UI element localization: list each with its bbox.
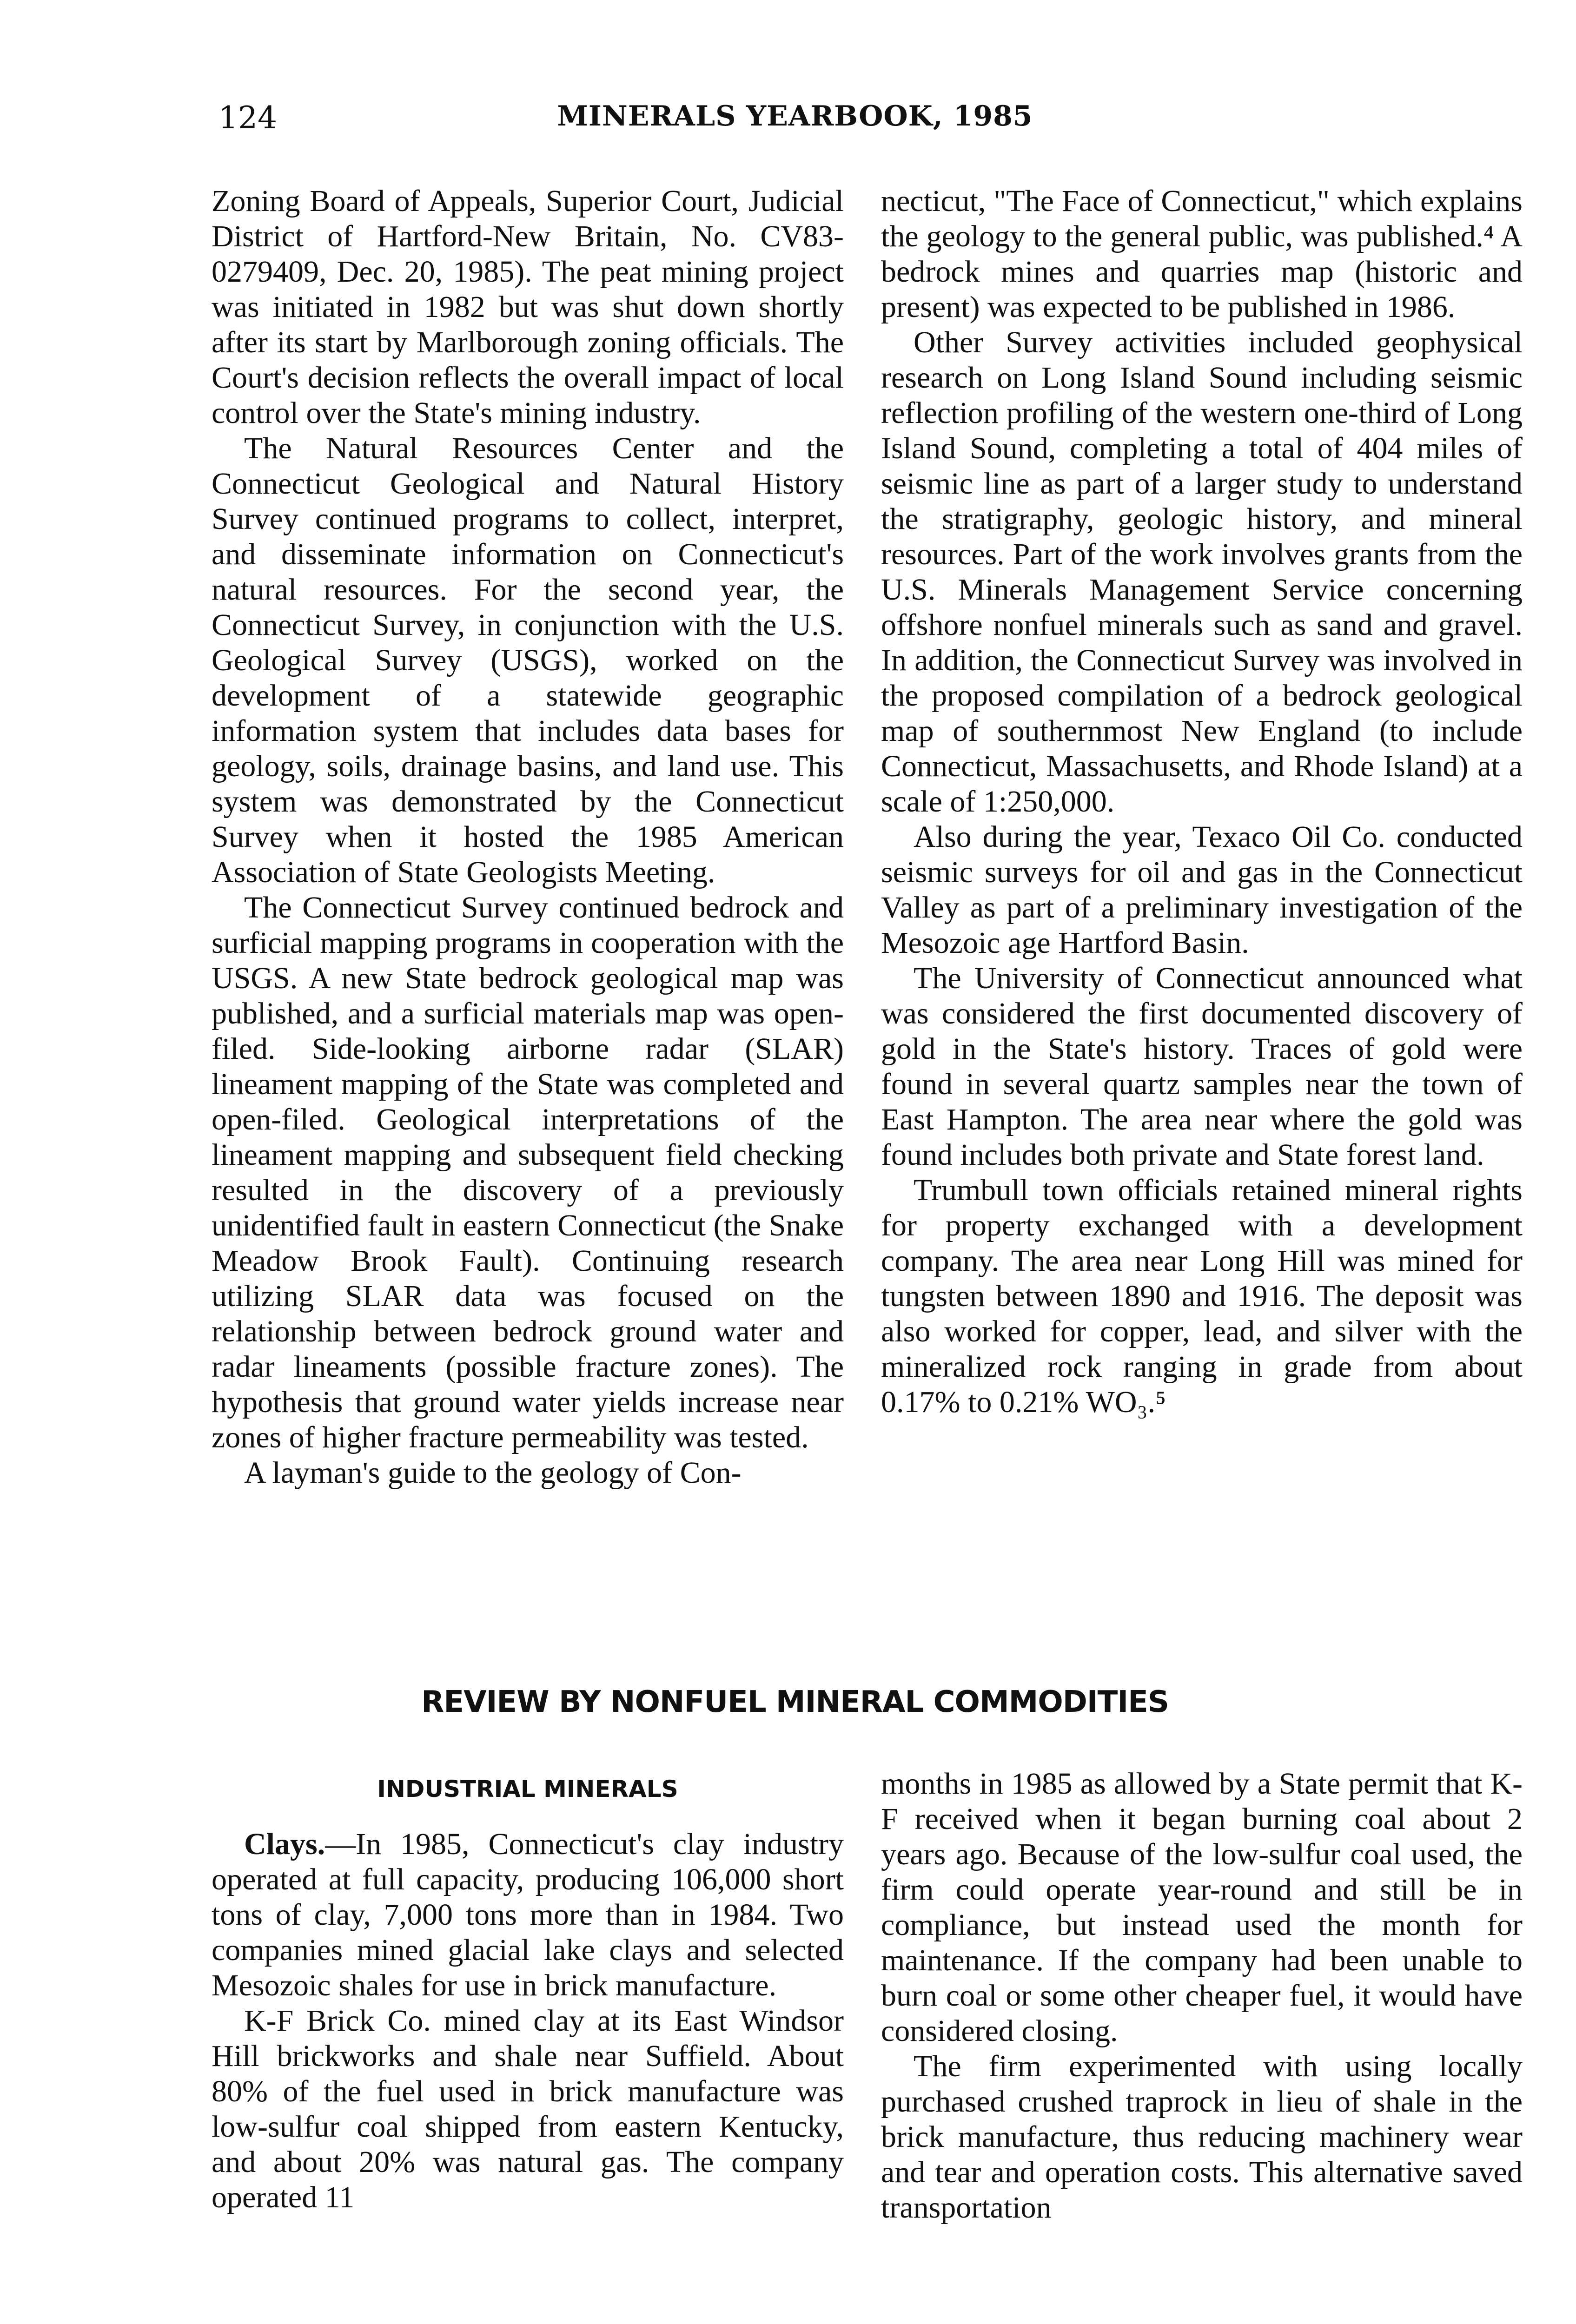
section-heading: REVIEW BY NONFUEL MINERAL COMMODITIES — [421, 1685, 1169, 1719]
running-title: MINERALS YEARBOOK, 1985 — [557, 100, 1033, 132]
upper-right-column — [881, 184, 1523, 1420]
paragraph: K-F Brick Co. mined clay at its East Windsor Hill brickworks and shale near Suffield. About 80% of the fuel used in brick manufacture was low-sulfur coal shipped from eastern Kentucky, and about 20% was natural gas. The company operated 11 — [212, 2004, 844, 2214]
paragraph: months in 1985 as allowed by a State permit that K-F received when it began burning coal about 2 years ago. Because of the low-sulfur coal used, the firm could operate year-round and still be in compliance, but instead used the month for maintenance. If the company had been unable to burn coal or some other cheaper fuel, it would have considered closing. — [881, 1767, 1523, 2048]
paragraph: necticut, "The Face of Connecticut," which explains the geology to the general public, was published.⁴ A bedrock mines and quarries map (historic and present) was expected to be published in 1986. — [881, 184, 1523, 324]
paragraph: Other Survey activities included geophysical research on Long Island Sound including seismic reflection profiling of the western one-third of Long Island Sound, completing a total of 404 miles of seismic line as part of a larger study to understand the stratigraphy, geologic history, and mineral resources. Part of the work involves grants from the U.S. Minerals Management Service concerning offshore nonfuel minerals such as sand and gravel. In addition, the Connecticut Survey was involved in the proposed compilation of a bedrock geological map of southernmost New England (to include Connecticut, Massachusetts, and Rhode Island) at a scale of 1:250,000. — [881, 325, 1523, 819]
paragraph: The University of Connecticut announced what was considered the first documented discovery of gold in the State's history. Traces of gold were found in several quartz samples near the town of East Hampton. The area near where the gold was found includes both private and State forest land. — [881, 961, 1523, 1172]
paragraph: The firm experimented with using locally purchased crushed traprock in lieu of shale in the brick manufacture, thus reducing machinery wear and tear and operation costs. This alternative saved transportation — [881, 2049, 1523, 2225]
paragraph: Also during the year, Texaco Oil Co. conducted seismic surveys for oil and gas in the Connecticut Valley as part of a preliminary investigation of the Mesozoic age Hartford Basin. — [881, 820, 1523, 960]
clays-runin-heading: Clays. — [244, 1827, 325, 1861]
clays-text: —In 1985, Connecticut's clay industry operated at full capacity, producing 106,000 short tons of clay, 7,000 tons more than in 1984. Two companies mined glacial lake clays and selected Mesozoic shales for use in brick manufacture. — [212, 1827, 844, 2002]
subsection-heading: INDUSTRIAL MINERALS — [377, 1776, 678, 1802]
upper-left-column — [212, 184, 844, 1491]
page-header — [219, 100, 1371, 142]
paragraph: Zoning Board of Appeals, Superior Court, Judicial District of Hartford-New Britain, No. CV83-0279409, Dec. 20, 1985). The peat mining project was initiated in 1982 but was shut down shortly after its start by Marlborough zoning officials. The Court's decision reflects the overall impact of local control over the State's mining industry. — [212, 184, 844, 430]
clays-paragraph — [212, 1827, 844, 2003]
paragraph: The Connecticut Survey continued bedrock and surficial mapping programs in cooperation with the USGS. A new State bedrock geological map was published, and a surficial materials map was open-filed. Side-looking airborne radar (SLAR) lineament mapping of the State was completed and open-filed. Geological interpretations of the lineament mapping and subsequent field checking resulted in the discovery of a previously unidentified fault in eastern Connecticut (the Snake Meadow Brook Fault). Continuing research utilizing SLAR data was focused on the relationship between bedrock ground water and radar lineaments (possible fracture zones). The hypothesis that ground water yields increase near zones of higher fracture permeability was tested. — [212, 891, 844, 1454]
paragraph: Trumbull town officials retained mineral rights for property exchanged with a development company. The area near Long Hill was mined for tungsten between 1890 and 1916. The deposit was also worked for copper, lead, and silver with the mineralized rock ranging in grade from about 0.17% to 0.21% WO₃.⁵ — [881, 1173, 1523, 1419]
paragraph: The Natural Resources Center and the Connecticut Geological and Natural History Survey continued programs to collect, interpret, and disseminate information on Connecticut's natural resources. For the second year, the Connecticut Survey, in conjunction with the U.S. Geological Survey (USGS), worked on the development of a statewide geographic information system that includes data bases for geology, soils, drainage basins, and land use. This system was demonstrated by the Connecticut Survey when it hosted the 1985 American Association of State Geologists Meeting. — [212, 431, 844, 889]
paragraph: A layman's guide to the geology of Con- — [244, 1456, 742, 1490]
lower-left-column — [212, 1827, 844, 2215]
page-number: 124 — [219, 100, 277, 136]
lower-right-column — [881, 1766, 1523, 2225]
